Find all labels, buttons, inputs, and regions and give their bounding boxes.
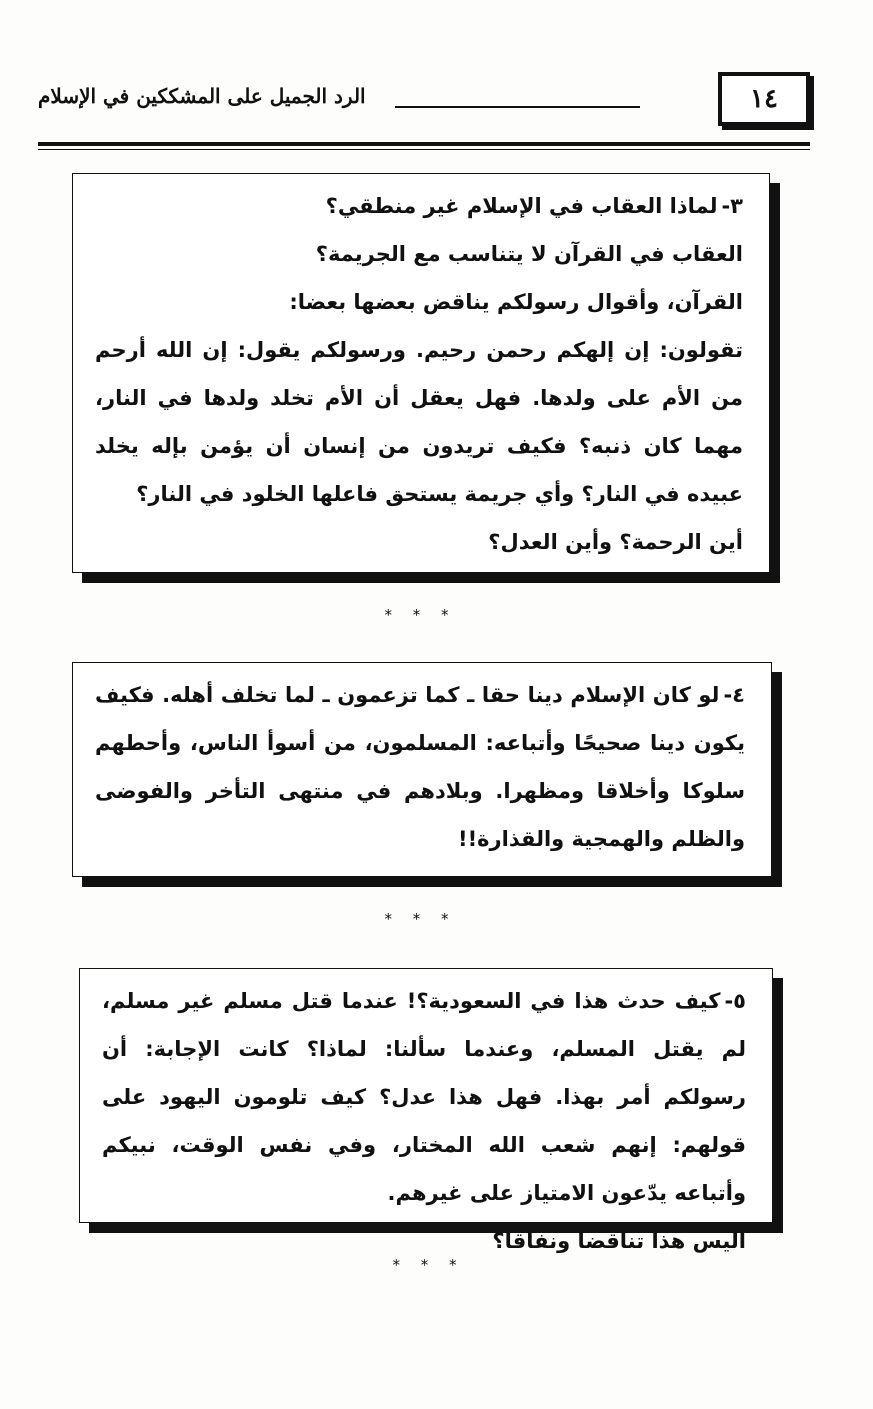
question-3-line-4: تقولون: إن إلهكم رحمن رحيم. ورسولكم يقول: إن الله أرحم من الأم على ولدها. فهل يعقل أن الأم تخلد ولدها في النار، مهما كان ذنبه؟ فكيف تريدون من إنسان أن يؤمن بإله يخلد عبيده في النار؟ وأي جريمة يستحق فاعلها الخلود في النار؟ xyxy=(95,338,743,506)
separator-stars: * * * xyxy=(392,1256,465,1274)
question-5-line-1: ٥-كيف حدث هذا في السعودية؟! عندما قتل مسلم غير مسلم، لم يقتل المسلم، وعندما سألنا: لماذا؟ كانت الإجابة: أن رسولكم أمر بهذا. فهل هذا عدل؟ كيف تلومون اليهود على قولهم: إنهم شعب الله المختار، وفي نفس الوقت، نبيكم وأتباعه يدّعون الامتياز على غيرهم. xyxy=(102,989,746,1205)
header-rule-thick xyxy=(38,142,810,146)
separator-stars: * * * xyxy=(384,606,457,624)
question-number-3: ٣- xyxy=(721,194,743,218)
question-3-line-2: العقاب في القرآن لا يتناسب مع الجريمة؟ xyxy=(315,242,743,266)
question-4-line-1: ٤-لو كان الإسلام دينا حقا ـ كما تزعمون ـ لما تخلف أهله. فكيف يكون دينا صحيحًا وأتباعه: المسلمون، من أسوأ الناس، وأحطهم سلوكا وأخلاقا ومظهرا. وبلادهم في منتهى التأخر والفوضى والظلم والهمجية والقذارة!! xyxy=(95,683,745,851)
title-dash xyxy=(395,106,640,108)
separator-stars: * * * xyxy=(384,910,457,928)
page-header xyxy=(30,70,810,160)
question-number-4: ٤- xyxy=(723,683,745,707)
question-3-line-1: ٣-لماذا العقاب في الإسلام غير منطقي؟ xyxy=(325,194,743,218)
running-title: الرد الجميل على المشككين في الإسلام xyxy=(38,84,366,108)
question-3-line-5: أين الرحمة؟ وأين العدل؟ xyxy=(488,530,743,554)
question-box-3 xyxy=(72,173,770,573)
question-box-4 xyxy=(72,662,772,877)
question-box-5 xyxy=(79,968,773,1253)
question-number-5: ٥- xyxy=(724,989,746,1013)
page-number: ١٤ xyxy=(750,84,778,114)
question-3-line-3: القرآن، وأقوال رسولكم يناقض بعضها بعضا: xyxy=(289,290,743,314)
page-number-box xyxy=(718,72,810,126)
header-rule-thin xyxy=(38,149,810,150)
question-5-line-2: أليس هذا تناقضا ونفاقا؟ xyxy=(492,1229,746,1253)
